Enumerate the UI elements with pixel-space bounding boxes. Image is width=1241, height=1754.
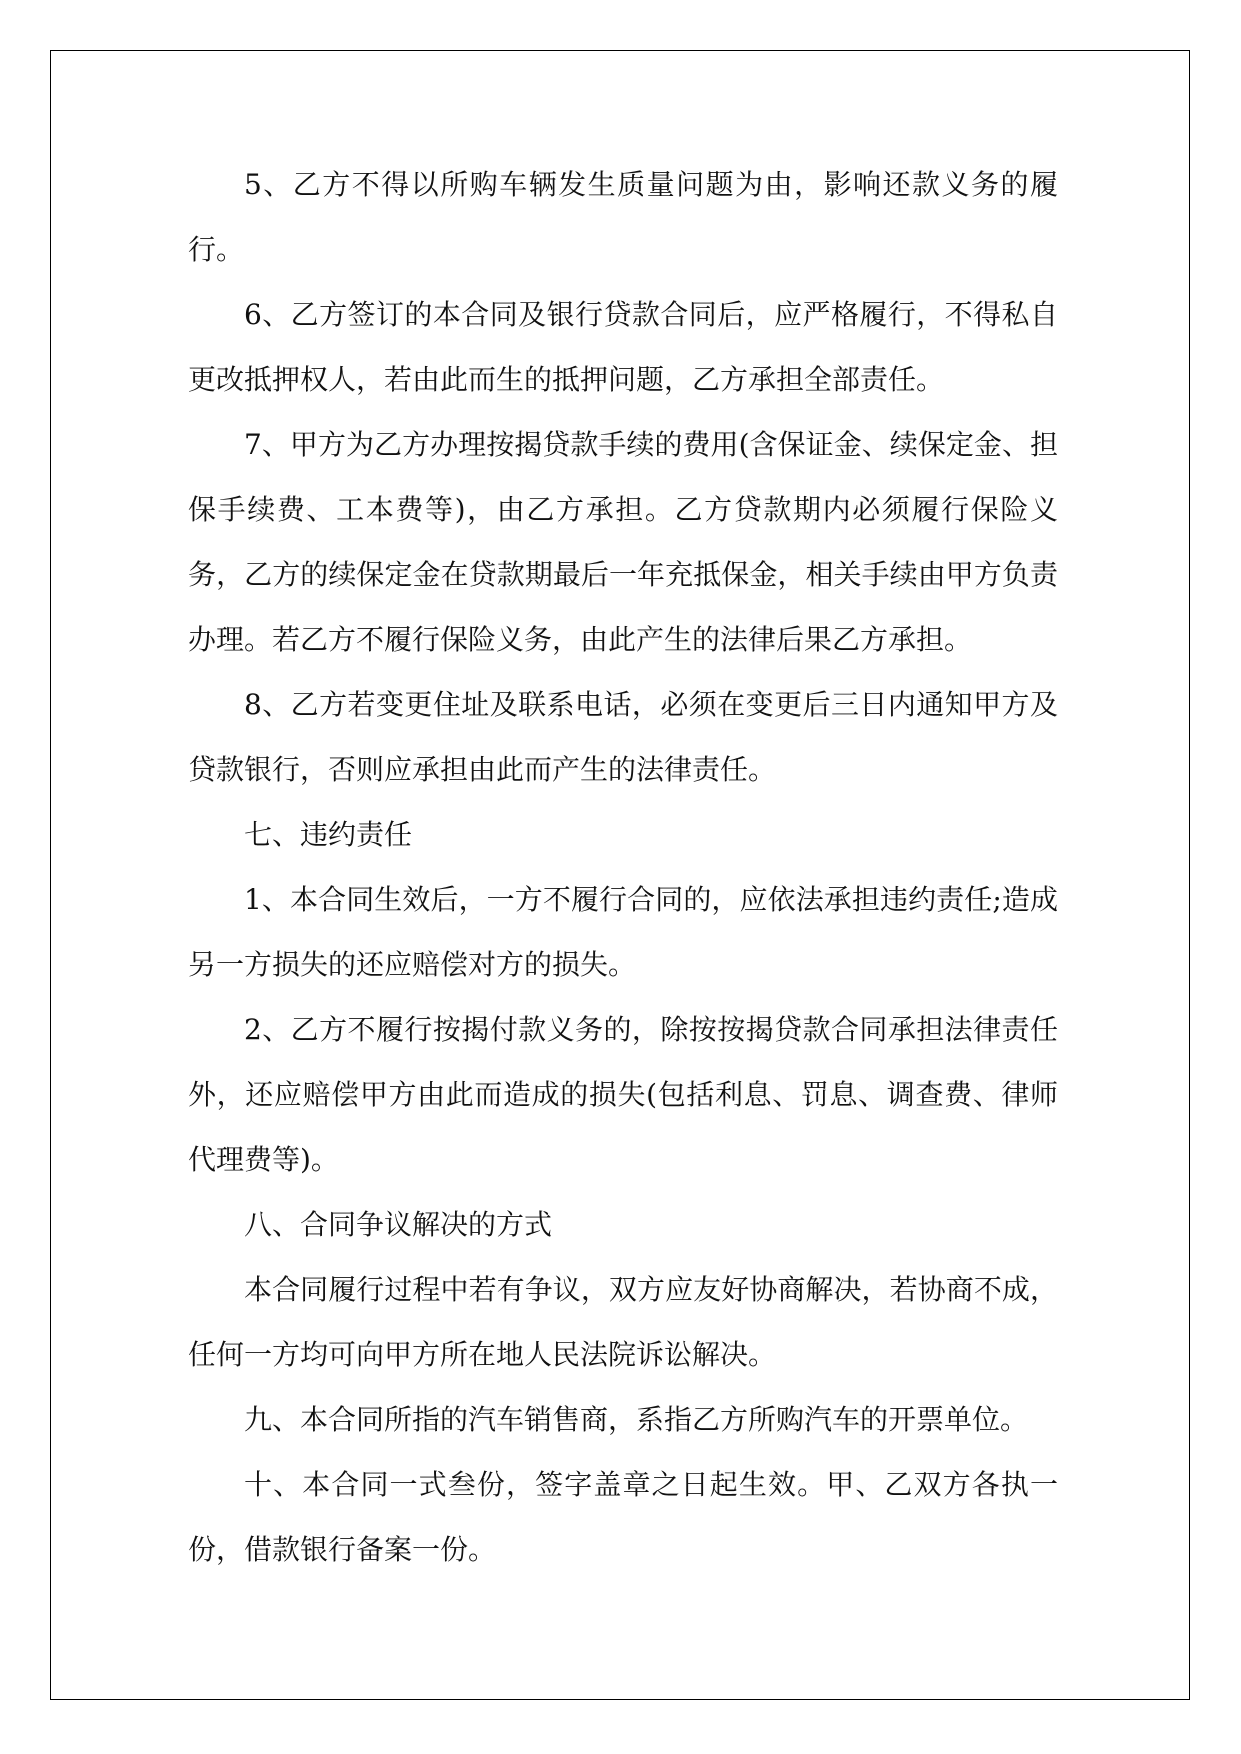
paragraph-section-nine: 九、本合同所指的汽车销售商，系指乙方所购汽车的开票单位。 <box>244 1403 1029 1436</box>
paragraph-clause-5: 5、乙方不得以所购车辆发生质量问题为由，影响还款义务的履行。 <box>188 168 1058 266</box>
paragraph-dispute-resolution: 本合同履行过程中若有争议，双方应友好协商解决，若协商不成，任何一方均可向甲方所在地人民法院诉讼解决。 <box>188 1273 1058 1371</box>
paragraph-breach-2: 2、乙方不履行按揭付款义务的，除按按揭贷款合同承担法律责任外，还应赔偿甲方由此而造成的损失(包括利息、罚息、调查费、律师代理费等)。 <box>188 1013 1058 1176</box>
paragraph-clause-7: 7、甲方为乙方办理按揭贷款手续的费用(含保证金、续保定金、担保手续费、工本费等)，由乙方承担。乙方贷款期内必须履行保险义务，乙方的续保定金在贷款期最后一年充抵保金，相关手续由甲方负责办理。若乙方不履行保险义务，由此产生的法律后果乙方承担。 <box>188 428 1058 656</box>
section-heading-breach-liability: 七、违约责任 <box>244 818 413 851</box>
paragraph-clause-8: 8、乙方若变更住址及联系电话，必须在变更后三日内通知甲方及贷款银行，否则应承担由此而产生的法律责任。 <box>188 688 1058 786</box>
paragraph-breach-1: 1、本合同生效后，一方不履行合同的，应依法承担违约责任;造成另一方损失的还应赔偿对方的损失。 <box>188 883 1058 981</box>
section-heading-dispute-resolution: 八、合同争议解决的方式 <box>244 1208 553 1241</box>
document-body <box>188 152 1058 1582</box>
paragraph-clause-6: 6、乙方签订的本合同及银行贷款合同后，应严格履行，不得私自更改抵押权人，若由此而生的抵押问题，乙方承担全部责任。 <box>188 298 1058 396</box>
paragraph-section-ten: 十、本合同一式叁份，签字盖章之日起生效。甲、乙双方各执一份，借款银行备案一份。 <box>188 1468 1058 1566</box>
